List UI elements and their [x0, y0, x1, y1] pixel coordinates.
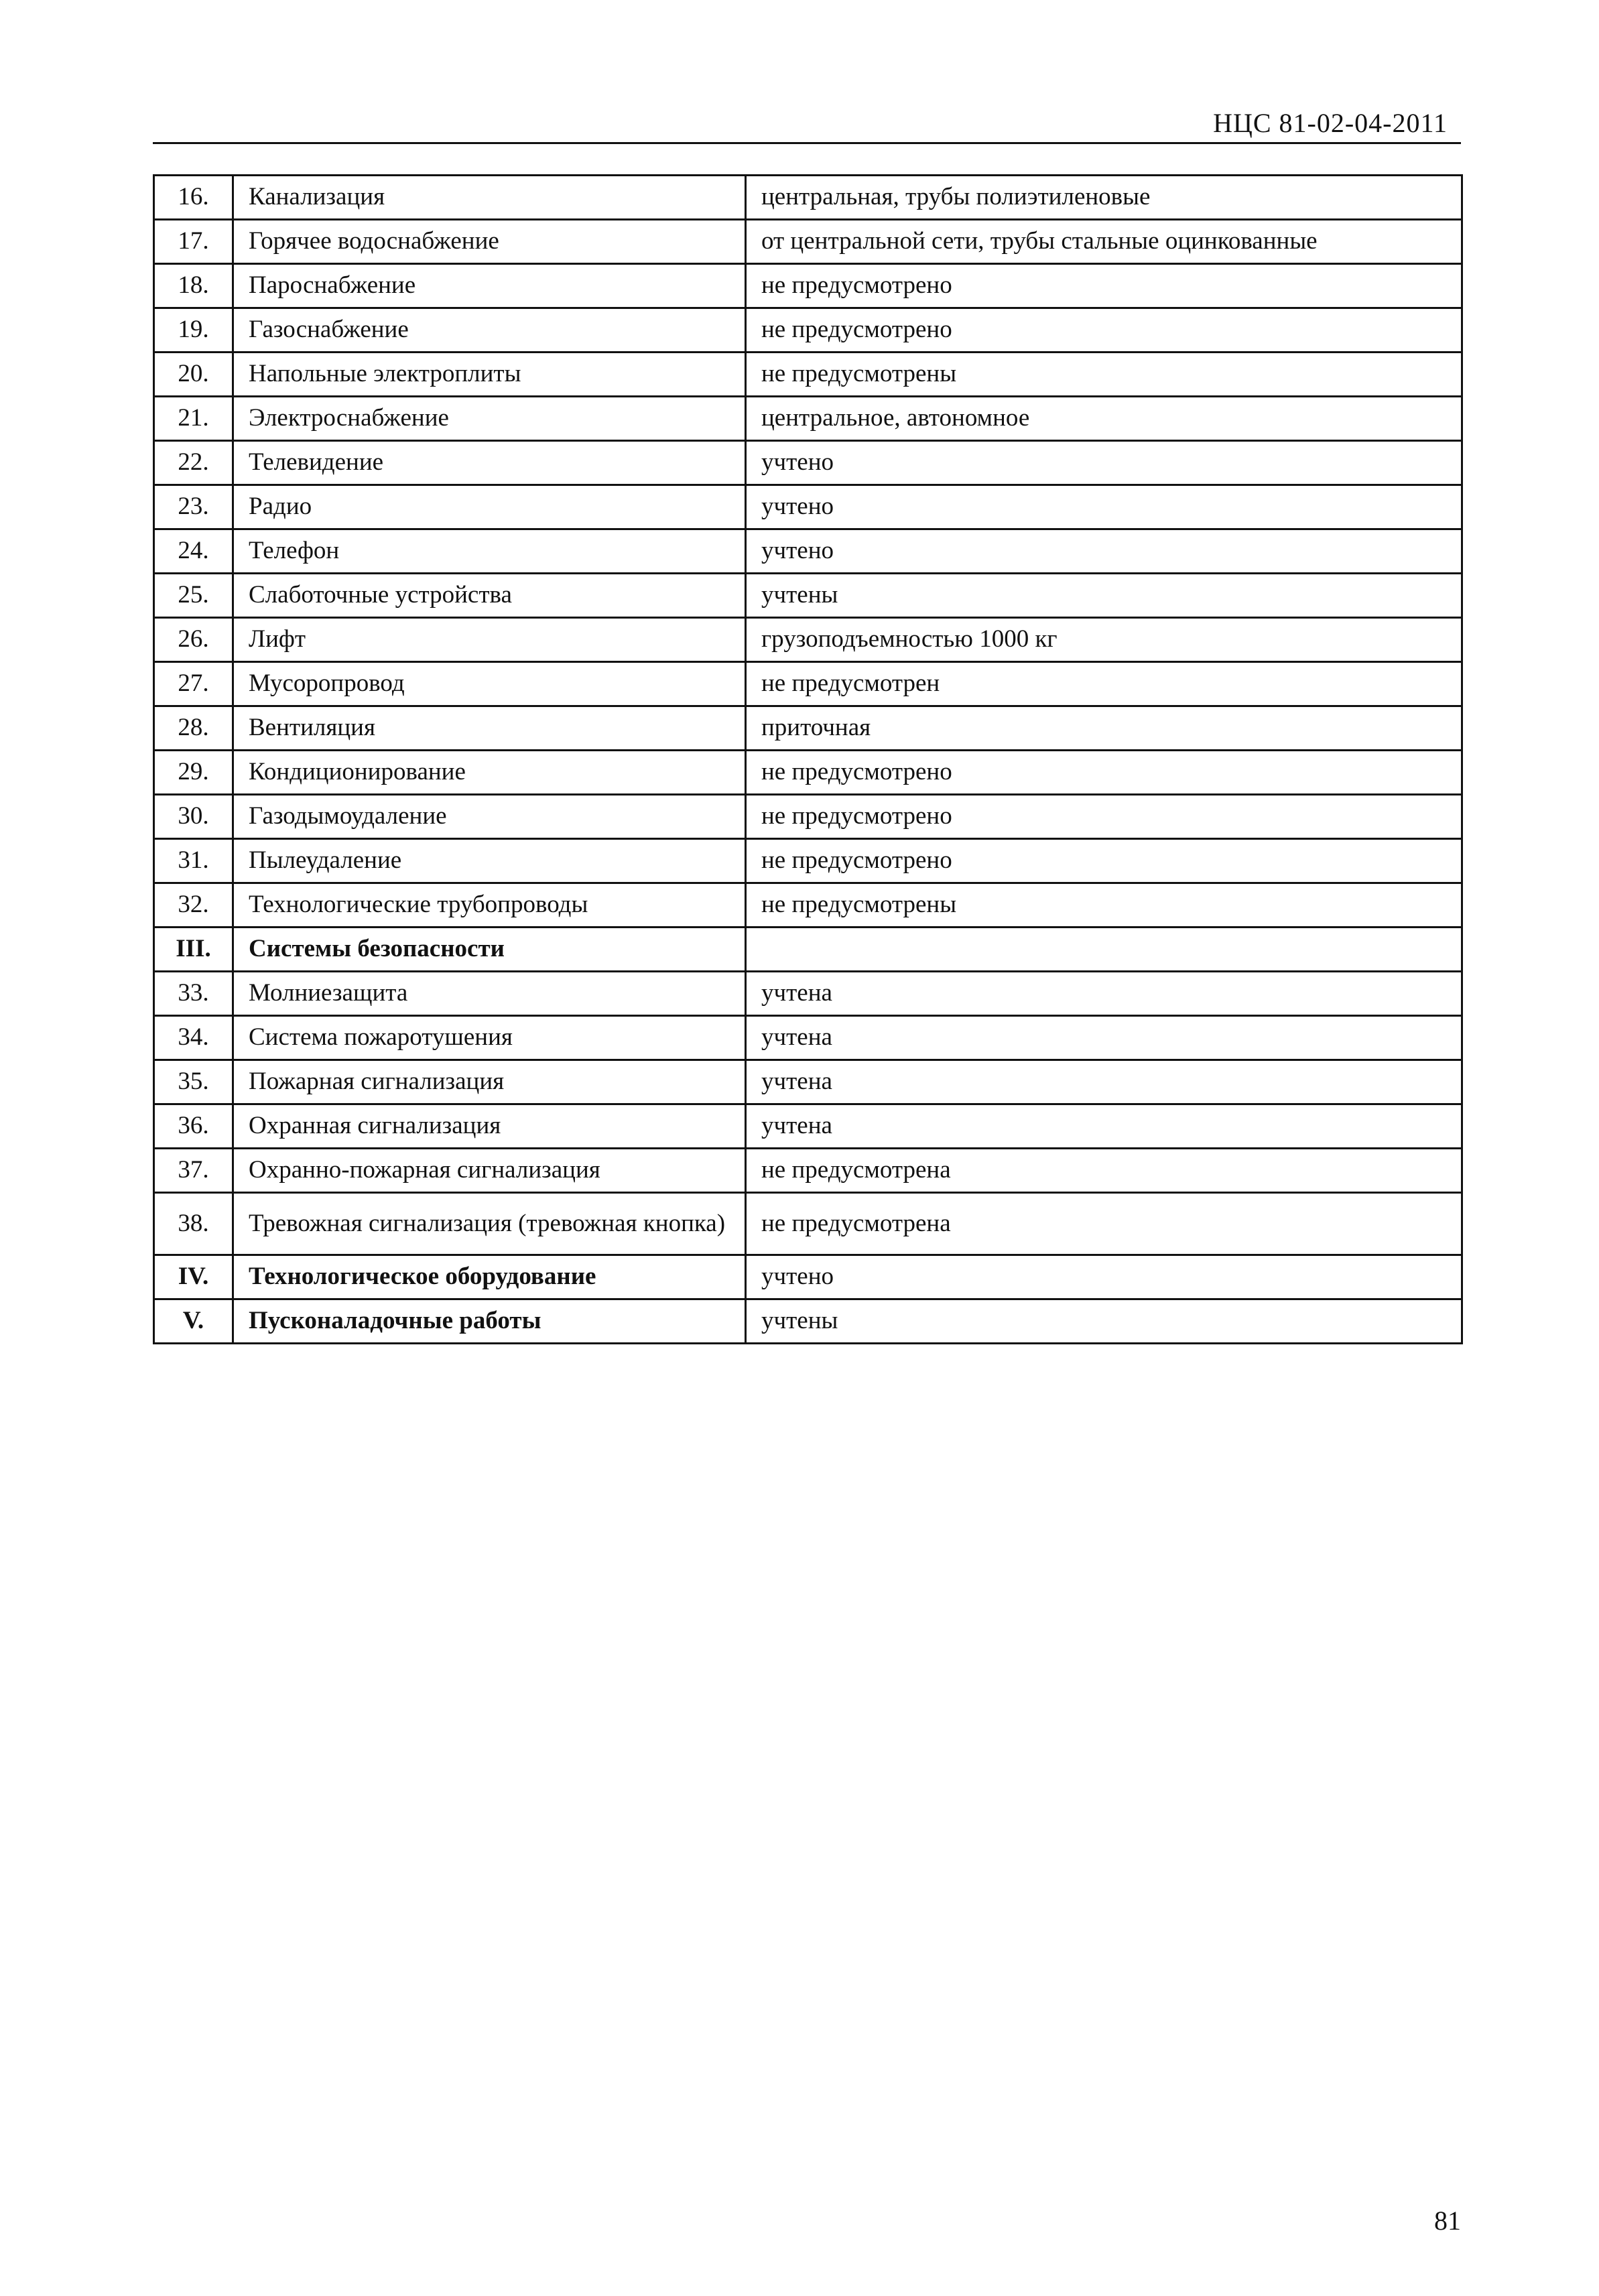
- row-item-name: Молниезащита: [233, 972, 746, 1016]
- row-number: 17.: [154, 220, 233, 264]
- row-item-name: Система пожаротушения: [233, 1016, 746, 1060]
- row-number: 22.: [154, 441, 233, 485]
- row-number: IV.: [154, 1255, 233, 1299]
- row-number: 24.: [154, 529, 233, 574]
- row-item-value: не предусмотрены: [746, 883, 1462, 928]
- row-item-name: Тревожная сигнализация (тревожная кнопка): [233, 1193, 746, 1255]
- table-row: [154, 1104, 1462, 1149]
- row-item-name: Телефон: [233, 529, 746, 574]
- table-row: [154, 751, 1462, 795]
- row-number: 28.: [154, 706, 233, 751]
- row-item-value: учтена: [746, 1104, 1462, 1149]
- row-item-value: учтены: [746, 574, 1462, 618]
- table-row: [154, 839, 1462, 883]
- row-number: 37.: [154, 1149, 233, 1193]
- row-item-name: Электроснабжение: [233, 397, 746, 441]
- row-item-value: учтено: [746, 485, 1462, 529]
- row-item-name: Мусоропровод: [233, 662, 746, 706]
- row-number: 27.: [154, 662, 233, 706]
- row-item-name: Горячее водоснабжение: [233, 220, 746, 264]
- row-item-name: Охранная сигнализация: [233, 1104, 746, 1149]
- row-number: 21.: [154, 397, 233, 441]
- header-divider: [153, 142, 1461, 144]
- row-number: 18.: [154, 264, 233, 308]
- row-item-value: не предусмотрено: [746, 795, 1462, 839]
- section-row: [154, 1299, 1462, 1344]
- row-item-name: Газодымоудаление: [233, 795, 746, 839]
- document-code: НЦС 81-02-04-2011: [1213, 108, 1448, 138]
- row-item-value: учтена: [746, 1016, 1462, 1060]
- table-row: [154, 485, 1462, 529]
- row-item-name: Радио: [233, 485, 746, 529]
- row-number: 29.: [154, 751, 233, 795]
- row-item-value: не предусмотрено: [746, 264, 1462, 308]
- row-item-value: учтены: [746, 1299, 1462, 1344]
- section-row: [154, 1255, 1462, 1299]
- table-row: [154, 441, 1462, 485]
- row-number: 34.: [154, 1016, 233, 1060]
- row-number: 32.: [154, 883, 233, 928]
- row-item-name: Канализация: [233, 176, 746, 220]
- row-number: 25.: [154, 574, 233, 618]
- row-item-value: не предусмотрена: [746, 1149, 1462, 1193]
- row-item-name: Пароснабжение: [233, 264, 746, 308]
- row-item-name: Технологическое оборудование: [233, 1255, 746, 1299]
- row-item-value: не предусмотрено: [746, 308, 1462, 353]
- table-row: [154, 883, 1462, 928]
- table-row: [154, 397, 1462, 441]
- row-number: 33.: [154, 972, 233, 1016]
- row-item-name: Лифт: [233, 618, 746, 662]
- row-item-value: не предусмотрены: [746, 353, 1462, 397]
- table-row: [154, 176, 1462, 220]
- row-item-value: приточная: [746, 706, 1462, 751]
- row-item-name: Напольные электроплиты: [233, 353, 746, 397]
- table-row: [154, 1193, 1462, 1255]
- row-number: 36.: [154, 1104, 233, 1149]
- table-row: [154, 662, 1462, 706]
- table-body: [154, 176, 1462, 1344]
- row-item-value: грузоподъемностью 1000 кг: [746, 618, 1462, 662]
- row-item-name: Вентиляция: [233, 706, 746, 751]
- table-row: [154, 220, 1462, 264]
- row-item-value: не предусмотрена: [746, 1193, 1462, 1255]
- table-row: [154, 529, 1462, 574]
- row-item-value: от центральной сети, трубы стальные оцинкованные: [746, 220, 1462, 264]
- row-item-name: Слаботочные устройства: [233, 574, 746, 618]
- table-row: [154, 1016, 1462, 1060]
- row-number: 26.: [154, 618, 233, 662]
- row-item-name: Пусконаладочные работы: [233, 1299, 746, 1344]
- row-item-value: [746, 928, 1462, 972]
- table-row: [154, 264, 1462, 308]
- page-number: 81: [1434, 2206, 1461, 2236]
- row-number: 31.: [154, 839, 233, 883]
- row-item-name: Газоснабжение: [233, 308, 746, 353]
- table-row: [154, 574, 1462, 618]
- row-number: 38.: [154, 1193, 233, 1255]
- table-row: [154, 308, 1462, 353]
- row-item-name: Пылеудаление: [233, 839, 746, 883]
- row-item-value: центральная, трубы полиэтиленовые: [746, 176, 1462, 220]
- table-row: [154, 618, 1462, 662]
- row-item-value: центральное, автономное: [746, 397, 1462, 441]
- row-number: 23.: [154, 485, 233, 529]
- table-row: [154, 1149, 1462, 1193]
- row-item-value: учтена: [746, 972, 1462, 1016]
- section-row: [154, 928, 1462, 972]
- row-number: 20.: [154, 353, 233, 397]
- row-item-value: не предусмотрено: [746, 839, 1462, 883]
- row-item-name: Системы безопасности: [233, 928, 746, 972]
- row-item-name: Телевидение: [233, 441, 746, 485]
- row-item-name: Пожарная сигнализация: [233, 1060, 746, 1104]
- row-number: 30.: [154, 795, 233, 839]
- row-number: III.: [154, 928, 233, 972]
- table-row: [154, 706, 1462, 751]
- row-number: V.: [154, 1299, 233, 1344]
- row-item-value: учтено: [746, 1255, 1462, 1299]
- table-row: [154, 972, 1462, 1016]
- table-row: [154, 795, 1462, 839]
- specification-table: [153, 174, 1463, 1344]
- row-item-name: Технологические трубопроводы: [233, 883, 746, 928]
- row-number: 19.: [154, 308, 233, 353]
- table-row: [154, 1060, 1462, 1104]
- row-item-value: не предусмотрен: [746, 662, 1462, 706]
- row-item-value: учтена: [746, 1060, 1462, 1104]
- table-row: [154, 353, 1462, 397]
- row-item-name: Охранно-пожарная сигнализация: [233, 1149, 746, 1193]
- row-item-name: Кондиционирование: [233, 751, 746, 795]
- row-number: 16.: [154, 176, 233, 220]
- row-item-value: учтено: [746, 529, 1462, 574]
- row-item-value: не предусмотрено: [746, 751, 1462, 795]
- row-item-value: учтено: [746, 441, 1462, 485]
- row-number: 35.: [154, 1060, 233, 1104]
